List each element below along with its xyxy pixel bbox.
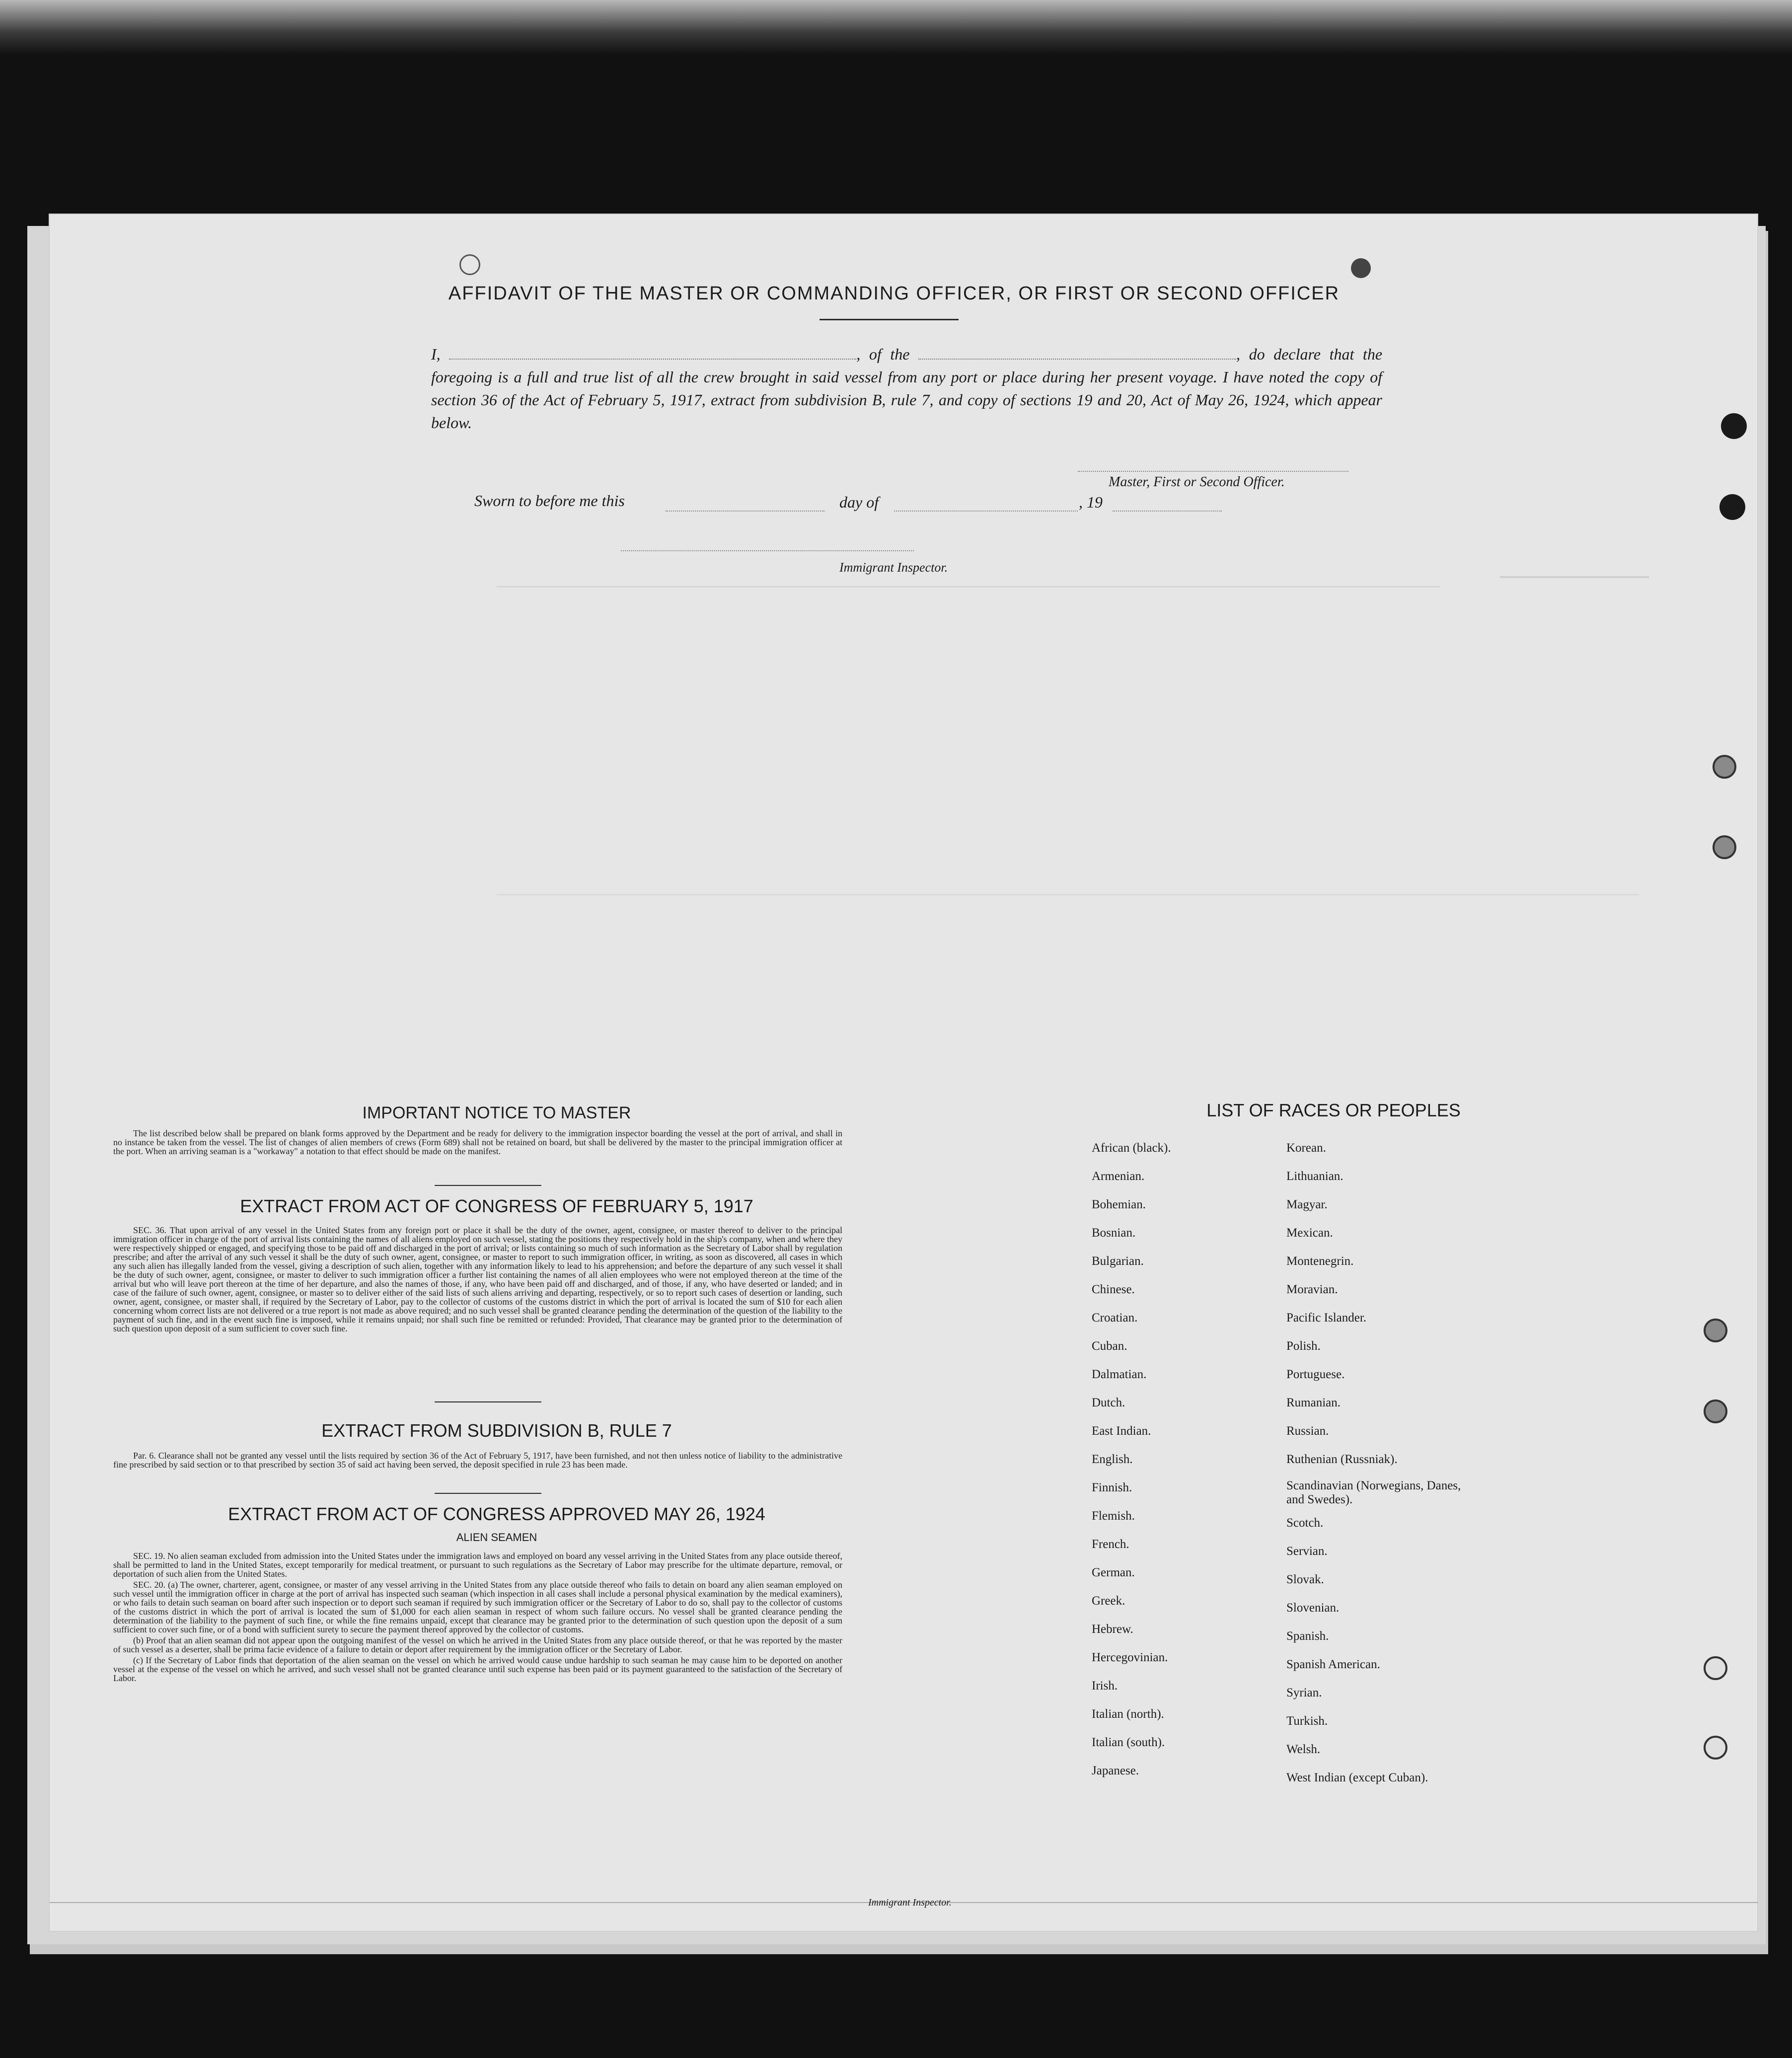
- affidavit-title: AFFIDAVIT OF THE MASTER OR COMMANDING OFFICER, OR FIRST OR SECOND OFFICER: [448, 283, 1340, 304]
- notice-paragraph: The list described below shall be prepared on blank forms approved by the Department and be ready for delivery to the immigration inspector boarding the vessel at the port of arrival, and shall in no instance be taken from the vessel. The list of changes of alien members of crews (Form 689) shall not be retained on board, but shall be delivered by the master to the principal immigration officer at the port. When an arriving seaman is a "workaway" a notation to that effect should be made on the manifest.: [113, 1128, 842, 1156]
- race-item: Servian.: [1286, 1544, 1328, 1558]
- section-20b-paragraph: (b) Proof that an alien seaman did not appear upon the outgoing manifest of the vessel on which he arrived in the United States from any place outside thereof, or that he was reported by the master of such vessel as a deserter, shall be prima facie evidence of a failure to detain or deport after requirement by the immigration officer or the Secretary of Labor.: [113, 1635, 842, 1654]
- punch-hole: [1704, 1319, 1727, 1342]
- extract-1917-title: EXTRACT FROM ACT OF CONGRESS OF FEBRUARY 5, 1917: [240, 1196, 753, 1216]
- race-item: Cuban.: [1092, 1339, 1127, 1353]
- punch-hole: [1351, 258, 1371, 278]
- race-item: Slovak.: [1286, 1573, 1324, 1586]
- day-of-label: day of: [839, 493, 879, 511]
- punch-hole: [1704, 1656, 1727, 1680]
- rule-7-title: EXTRACT FROM SUBDIVISION B, RULE 7: [321, 1420, 672, 1441]
- year-label: , 19: [1079, 493, 1103, 511]
- sworn-label: Sworn to before me this: [474, 492, 625, 510]
- race-item: Pacific Islander.: [1286, 1311, 1367, 1324]
- section-20a-paragraph: SEC. 20. (a) The owner, charterer, agent, consignee, or master of any vessel arriving in the United States from any place outside thereof who fails to detain on board any alien seaman employed on such vessel until the immigration officer in charge at the port of arrival has inspected such seaman (which inspection in all cases shall include a personal physical examination by the medical examiners), or who fails to detain such seaman on board after such inspection or to deport such seaman if required by such immigration officer or the Secretary of Labor to do so, shall pay to the collector of customs of the customs district in which the port of arrival is located the sum of $1,000 for each alien seaman in respect of whom such failure occurs. No vessel shall be granted clearance pending the determination of the liability to the payment of such fine, or while the fine remains unpaid, except that clearance may be granted prior to the determination of such question upon the deposit of a sum sufficient to cover such fine, or of a bond with sufficient surety to secure the payment thereof approved by the collector of customs.: [113, 1580, 842, 1634]
- race-item: Rumanian.: [1286, 1396, 1341, 1409]
- race-item: Spanish American.: [1286, 1658, 1380, 1671]
- race-item: African (black).: [1092, 1141, 1171, 1155]
- race-item: Finnish.: [1092, 1481, 1132, 1494]
- race-item: German.: [1092, 1566, 1135, 1579]
- section-divider: [435, 1493, 541, 1494]
- punch-hole: [1713, 755, 1736, 779]
- master-signature-label: Master, First or Second Officer.: [1109, 474, 1285, 490]
- race-item: East Indian.: [1092, 1424, 1151, 1438]
- race-item: Turkish.: [1286, 1714, 1328, 1728]
- alien-seamen-subtitle: ALIEN SEAMEN: [456, 1531, 537, 1544]
- race-item: Slovenian.: [1286, 1601, 1340, 1615]
- punch-hole: [1704, 1399, 1727, 1423]
- inspector-signature-line[interactable]: [621, 550, 914, 551]
- sworn-year-field[interactable]: [1113, 511, 1222, 512]
- punch-hole: [1721, 413, 1747, 439]
- race-item: Hercegovinian.: [1092, 1651, 1168, 1664]
- section-19-paragraph: SEC. 19. No alien seaman excluded from admission into the United States under the immigration laws and employed on board any vessel arriving in the United States from any place outside thereof, shall be permitted to land in the United States, except temporarily for medical treatment, or pursuant to such regulations as the Secretary of Labor may prescribe for the ultimate departure, removal, or deportation of such alien from the United States.: [113, 1551, 842, 1579]
- race-item: Irish.: [1092, 1679, 1118, 1692]
- rule-7-paragraph: Par. 6. Clearance shall not be granted any vessel until the lists required by section 36 of the Act of February 5, 1917, have been furnished, and not then unless notice of liability to the administrative fine prescribed by said section or to that prescribed by section 35 of said act having been served, the deposit specified in rule 23 has been made.: [113, 1451, 842, 1470]
- race-item: Portuguese.: [1286, 1368, 1345, 1381]
- race-item: French.: [1092, 1538, 1129, 1551]
- race-item: Armenian.: [1092, 1170, 1145, 1183]
- race-item: Ruthenian (Russniak).: [1286, 1453, 1398, 1466]
- notice-title: IMPORTANT NOTICE TO MASTER: [362, 1103, 631, 1122]
- race-item: Dalmatian.: [1092, 1368, 1147, 1381]
- scanner-top-band: [0, 0, 1792, 55]
- inspector-signature-label: Immigrant Inspector.: [839, 560, 948, 575]
- rule-7-text: [113, 1451, 842, 1471]
- affidavit-i: I,: [431, 345, 441, 363]
- affidavit-of-the: , of the: [856, 345, 910, 363]
- master-signature-line[interactable]: [1078, 471, 1348, 472]
- punch-hole: [1719, 494, 1745, 520]
- race-item: Italian (north).: [1092, 1707, 1164, 1721]
- race-item: Scandinavian (Norwegians, Danes, and Swedes).: [1286, 1479, 1461, 1506]
- race-item: Russian.: [1286, 1424, 1329, 1438]
- race-item: Lithuanian.: [1286, 1170, 1344, 1183]
- race-item: Italian (south).: [1092, 1736, 1165, 1749]
- race-item: Magyar.: [1286, 1198, 1328, 1211]
- bleed-through-mark: [1500, 576, 1649, 578]
- affidavit-body: that the foregoing is a full and true list of all the crew brought in said vessel from any port or place during her present voyage. I have noted the copy of section 36 of the Act of February 5, 1917, extract from subdivision B, rule 7, and copy of sections 19 and 20, Act of May 26, 1924, which appear below.: [431, 345, 1383, 432]
- race-item: Dutch.: [1092, 1396, 1125, 1409]
- title-underline: [820, 319, 959, 320]
- officer-name-field[interactable]: [449, 345, 856, 360]
- race-item: Polish.: [1286, 1339, 1321, 1353]
- sworn-month-field[interactable]: [894, 511, 1078, 512]
- race-item: Moravian.: [1286, 1283, 1338, 1296]
- race-item: Welsh.: [1286, 1743, 1321, 1756]
- races-title: LIST OF RACES OR PEOPLES: [1206, 1100, 1461, 1120]
- affidavit-do-declare: , do declare: [1236, 345, 1321, 363]
- race-item: Greek.: [1092, 1594, 1125, 1608]
- notice-text: [113, 1129, 842, 1158]
- race-item: Bulgarian.: [1092, 1254, 1144, 1268]
- race-item: English.: [1092, 1453, 1133, 1466]
- affidavit-statement: [431, 343, 1382, 434]
- race-item: Montenegrin.: [1286, 1254, 1354, 1268]
- punch-hole: [1704, 1736, 1727, 1760]
- race-item: Hebrew.: [1092, 1622, 1133, 1636]
- race-item: Spanish.: [1286, 1629, 1329, 1643]
- vessel-name-field[interactable]: [918, 345, 1236, 360]
- punch-hole: [459, 254, 480, 275]
- extract-1924-title: EXTRACT FROM ACT OF CONGRESS APPROVED MAY 26, 1924: [228, 1504, 765, 1524]
- section-36-paragraph: SEC. 36. That upon arrival of any vessel in the United States from any foreign port or place it shall be the duty of the owner, agent, consignee, or master thereof to deliver to the principal immigration officer in charge of the port of arrival lists containing the names of all aliens employed on such vessel, stating the positions they respectively hold in the ship's company, when and where they were respectively shipped or engaged, and specifying those to be paid off and discharged in the port of arrival; or lists containing so much of such information as the Secretary of Labor shall by regulation prescribe; and after the arrival of any such vessel it shall be the duty of such owner, agent, consignee, or master to report to such immigration officer, in writing, as soon as discovered, all cases in which any such alien has illegally landed from the vessel, giving a description of such alien, together with any information likely to lead to his apprehension; and before the departure of any such vessel it shall be the duty of such owner, agent, consignee, or master to deliver to such immigration officer a further list containing the names of all alien employees who were not employed thereon at the time of the arrival but who will leave port thereon at the time of her departure, and also the names of those, if any, who have been paid off and discharged, and of those, if any, who have deserted or landed; and in case of the failure of such owner, agent, consignee, or master so to deliver either of the said lists of such aliens arriving and departing, respectively, or so to report such cases of desertion or landing, such owner, agent, consignee, or master shall, if required by the Secretary of Labor, pay to the collector of customs of the customs district in which the port of arrival is located the sum of $10 for each alien concerning whom correct lists are not delivered or a true report is not made as above required; and no such vessel shall be granted clearance pending the determination of the question of the liability to the payment of such fine, and in the event such fine is imposed, while it remains unpaid; nor shall such fine be remitted or refunded: Provided, That clearance may be granted prior to the determination of such question upon deposit of a sum sufficient to cover such fine.: [113, 1225, 842, 1333]
- race-item: Bosnian.: [1092, 1226, 1136, 1240]
- section-divider: [435, 1401, 541, 1402]
- race-item: Korean.: [1286, 1141, 1326, 1155]
- race-item: Bohemian.: [1092, 1198, 1146, 1211]
- sworn-day-field[interactable]: [666, 511, 824, 512]
- race-item: Scotch.: [1286, 1516, 1324, 1530]
- race-item: Japanese.: [1092, 1764, 1139, 1777]
- bleed-through-mark: [497, 894, 1639, 895]
- extract-1917-text: [113, 1226, 842, 1335]
- section-divider: [435, 1185, 541, 1186]
- section-20c-paragraph: (c) If the Secretary of Labor finds that deportation of the alien seaman on the vessel on which he arrived would cause undue hardship to such seaman he may cause him to be deported on another vessel at the expense of the vessel on which he arrived, and such vessel shall not be granted clearance until such expense has been paid or its payment guaranteed to the satisfaction of the Secretary of Labor.: [113, 1655, 842, 1683]
- race-item: Syrian.: [1286, 1686, 1322, 1699]
- bleed-through-mark: [497, 586, 1440, 588]
- race-item: West Indian (except Cuban).: [1286, 1771, 1428, 1784]
- race-item: Chinese.: [1092, 1283, 1135, 1296]
- race-item: Flemish.: [1092, 1509, 1135, 1523]
- footer-inspector-label: Immigrant Inspector.: [868, 1897, 952, 1908]
- punch-hole: [1713, 835, 1736, 859]
- race-item: Croatian.: [1092, 1311, 1138, 1324]
- race-item: Mexican.: [1286, 1226, 1333, 1240]
- extract-1924-text: [113, 1551, 842, 1685]
